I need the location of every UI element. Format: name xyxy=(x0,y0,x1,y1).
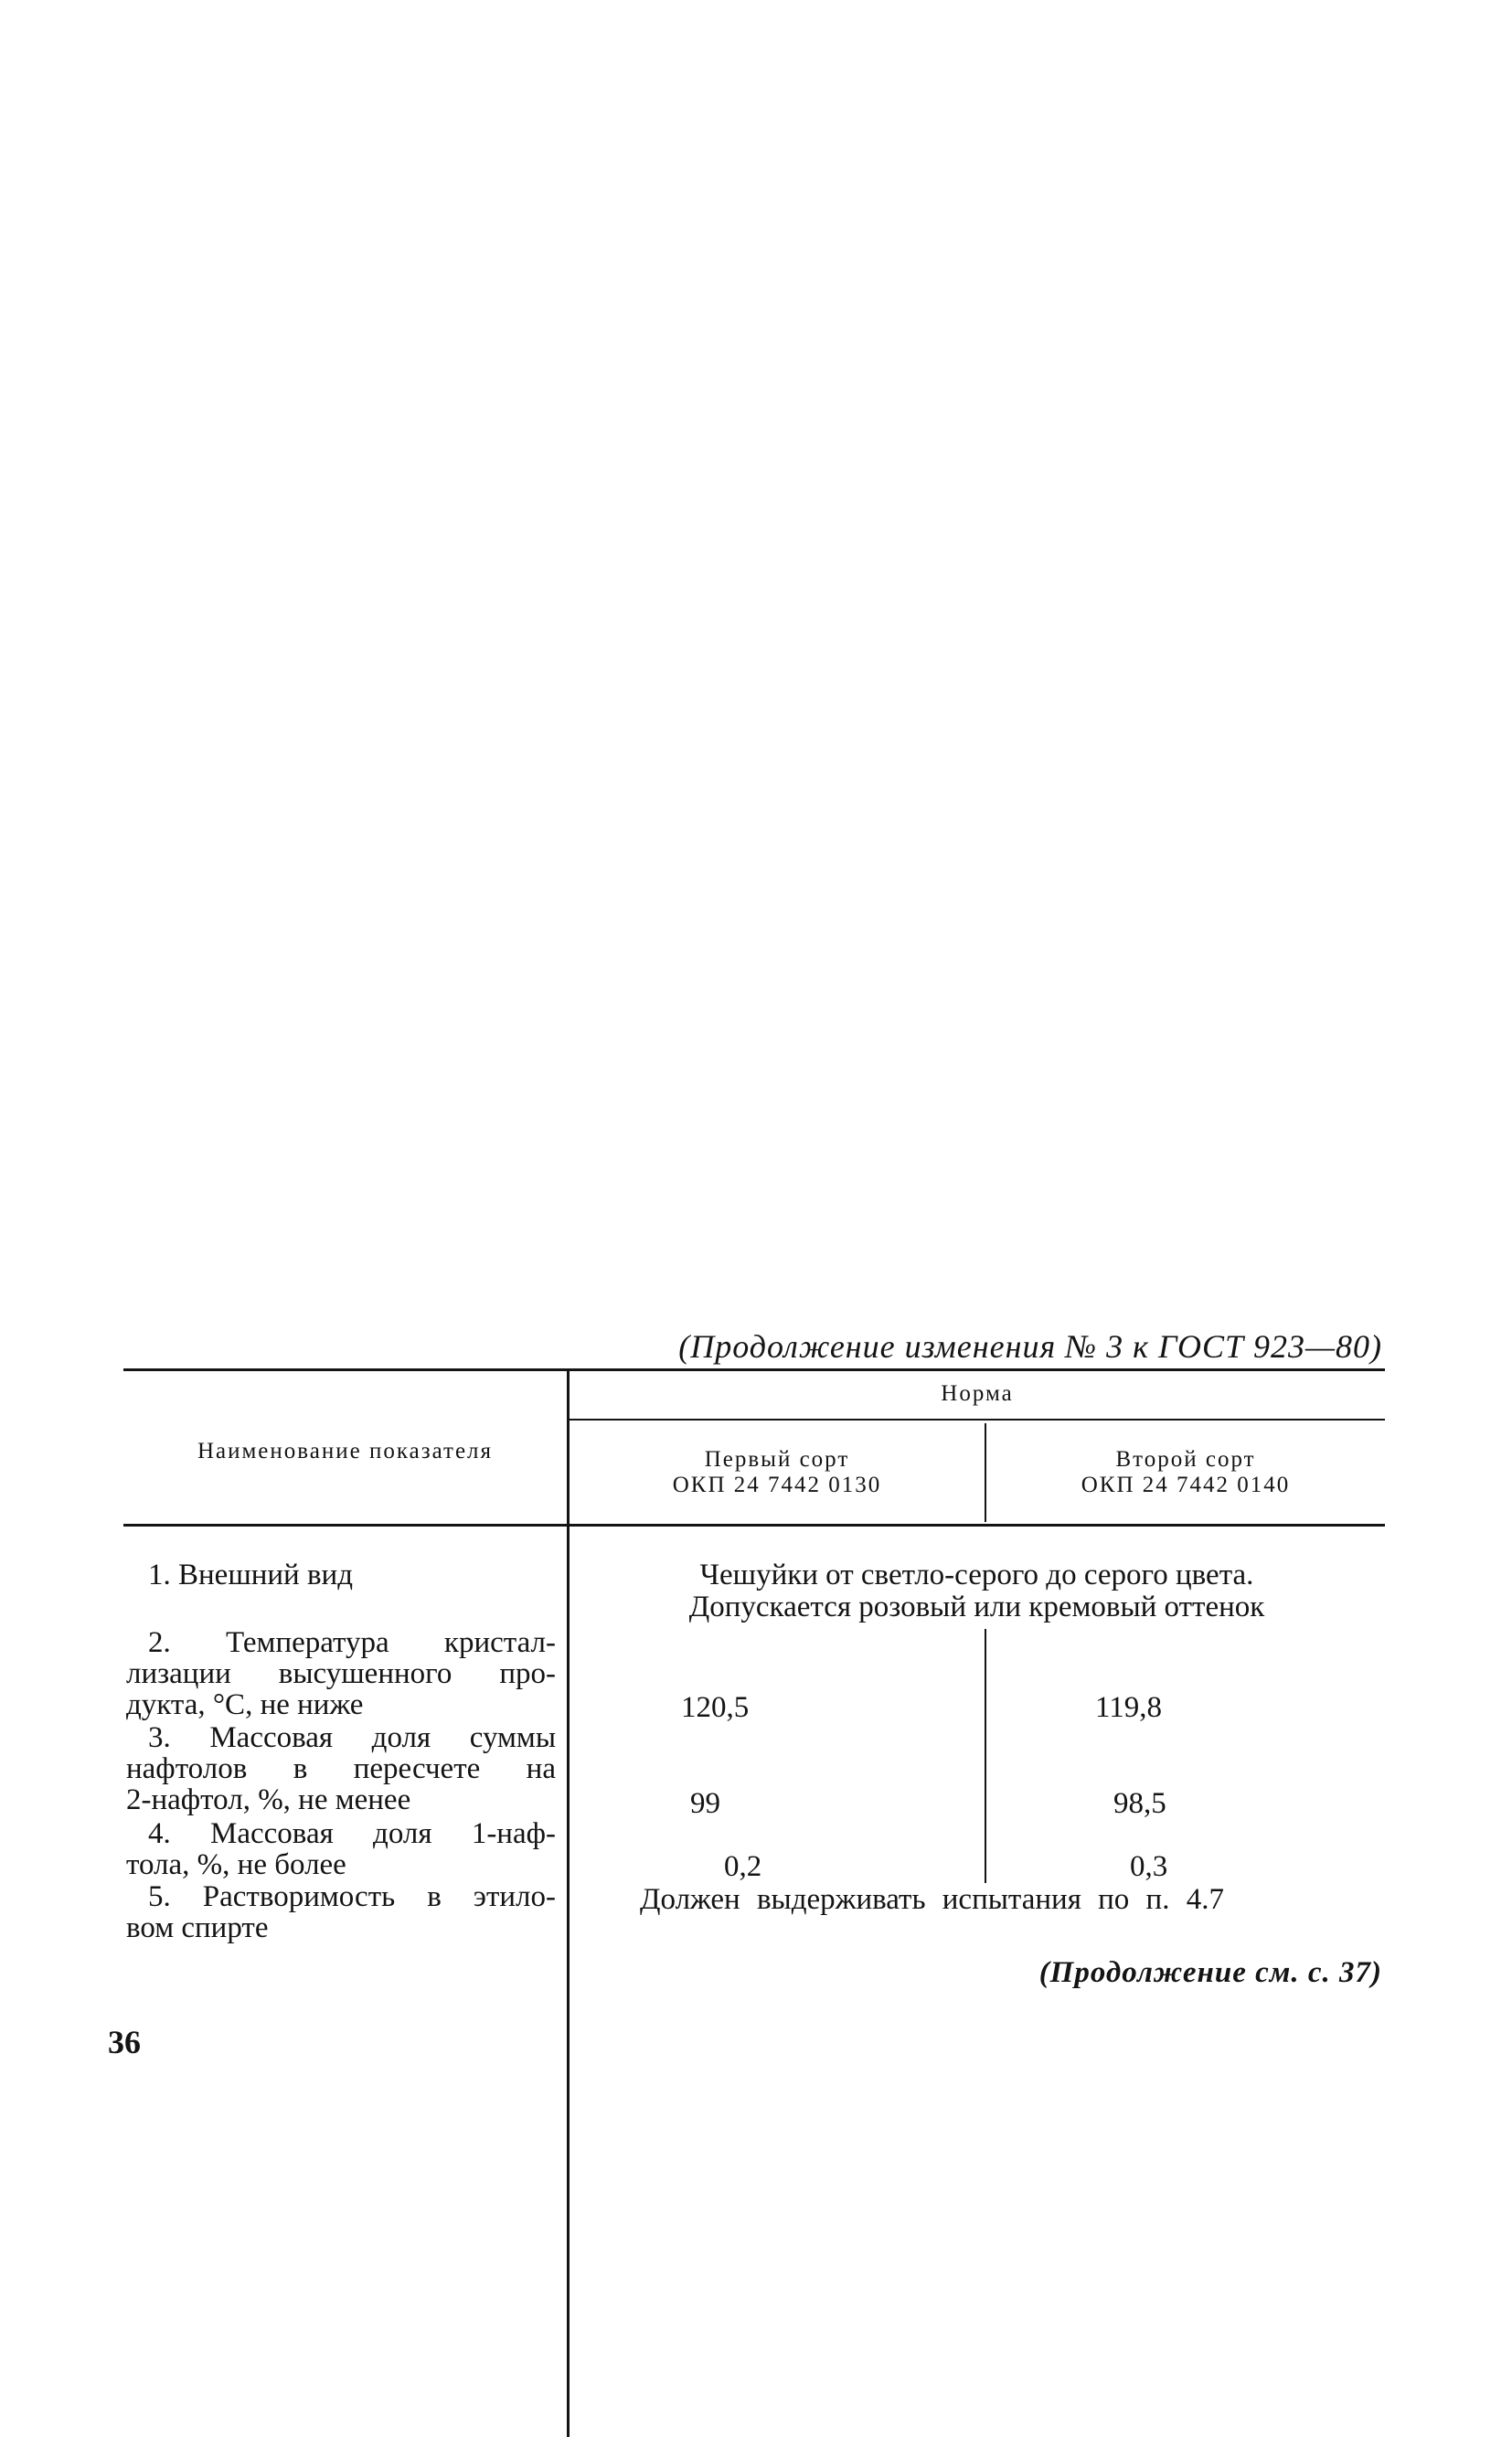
continuation-header: (Продолжение изменения № 3 к ГОСТ 923—80) xyxy=(678,1328,1382,1365)
row2-grade2-value: 119,8 xyxy=(1095,1691,1163,1724)
header-bottom-rule xyxy=(123,1524,1385,1527)
row1-description xyxy=(569,1559,1385,1623)
column-divider-body xyxy=(985,1629,986,1883)
row5-name-line2: вом спирте xyxy=(126,1911,269,1944)
row3-name-line1: 3. Массовая доля суммы xyxy=(148,1721,556,1754)
row5-requirement: Должен выдерживать испытания по п. 4.7 xyxy=(640,1883,1224,1916)
row3-name-line3: 2-нафтол, %, не менее xyxy=(126,1783,411,1816)
header-norm: Норма xyxy=(941,1381,1014,1406)
row4-name-line1: 4. Массовая доля 1-наф- xyxy=(148,1817,556,1850)
header-grade1 xyxy=(570,1447,985,1498)
row4-grade2-value: 0,3 xyxy=(1130,1850,1168,1883)
header-grade1-code: ОКП 24 7442 0130 xyxy=(672,1473,882,1497)
header-grade2 xyxy=(986,1447,1385,1498)
page-number: 36 xyxy=(108,2024,141,2060)
row4-name-line2: тола, %, не более xyxy=(126,1848,346,1881)
row4-grade1-value: 0,2 xyxy=(724,1850,762,1883)
header-indicator: Наименование показателя xyxy=(197,1439,494,1463)
row5-name-line1: 5. Растворимость в этило- xyxy=(148,1880,556,1913)
row2-name-line1: 2. Температура кристал- xyxy=(148,1626,556,1659)
row4-name xyxy=(126,1818,556,1880)
column-divider-main xyxy=(567,1369,570,2437)
row3-grade1-value: 99 xyxy=(690,1787,720,1820)
row5-name xyxy=(126,1881,556,1943)
row1-description-line2: Допускается розовый или кремовый оттенок xyxy=(688,1591,1265,1623)
header-grade1-name: Первый сорт xyxy=(704,1447,850,1472)
row3-name xyxy=(126,1722,556,1815)
norm-rule xyxy=(569,1419,1385,1421)
row1-name xyxy=(126,1559,556,1591)
header-grade2-code: ОКП 24 7442 0140 xyxy=(1081,1473,1291,1497)
table-top-rule xyxy=(123,1368,1385,1371)
header-grade2-name: Второй сорт xyxy=(1115,1447,1256,1472)
footer-continuation: (Продолжение см. с. 37) xyxy=(1038,1956,1382,1989)
row2-grade1-value: 120,5 xyxy=(681,1691,750,1724)
row2-name-line3: дукта, °С, не ниже xyxy=(126,1688,364,1721)
row1-name-line: 1. Внешний вид xyxy=(148,1559,353,1591)
row3-grade2-value: 98,5 xyxy=(1113,1787,1166,1820)
row1-description-line1: Чешуйки от светло-серого до серого цвета. xyxy=(699,1559,1254,1591)
row2-name-line2: лизации высушенного про- xyxy=(126,1657,556,1690)
row2-name xyxy=(126,1627,556,1720)
row3-name-line2: нафтолов в пересчете на xyxy=(126,1752,556,1785)
